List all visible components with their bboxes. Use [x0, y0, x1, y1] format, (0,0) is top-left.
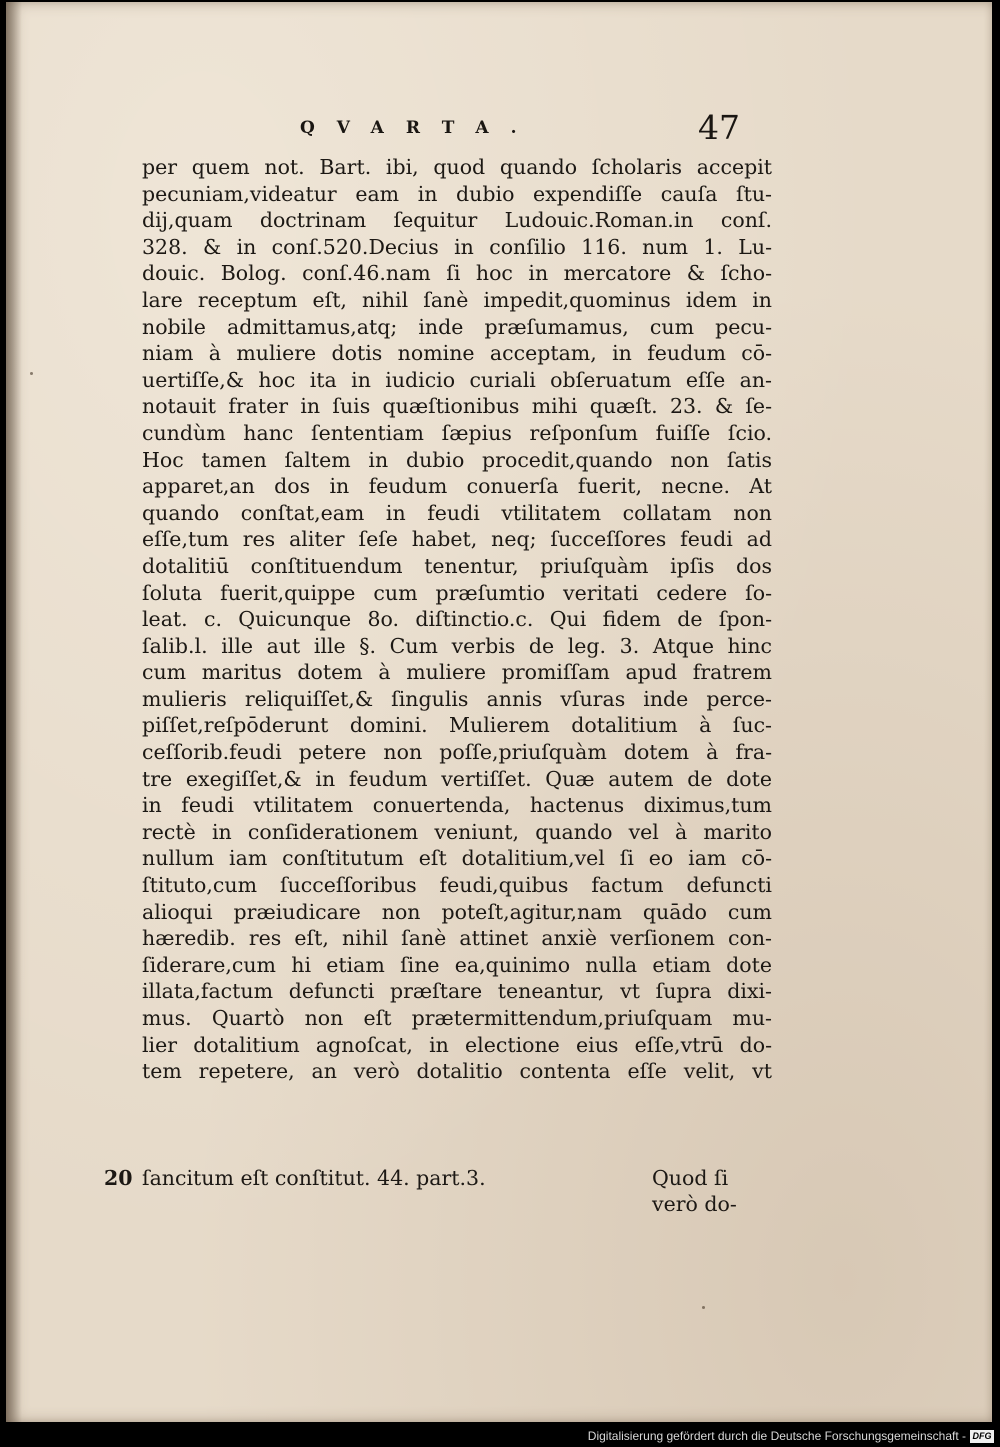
- text-line: tem repetere, an verò dotalitio contenta eſſe velit, vt: [142, 1059, 772, 1084]
- text-line: alioqui præiudicare non poteſt,agitur,nam quādo cum: [142, 899, 772, 924]
- text-line: hæredib. res eſt, nihil ſanè attinet anxiè verſionem con-: [142, 926, 772, 951]
- page-gutter-shadow: [6, 2, 22, 1422]
- text-line: eſſe,tum res aliter ſeſe habet, neq; ſucceſſores feudi ad: [142, 527, 772, 552]
- text-line: ſiderare,cum hi etiam ſine ea,quinimo nulla etiam dote: [142, 952, 772, 977]
- text-line: ſalib.l. ille aut ille §. Cum verbis de leg. 3. Atque hinc: [142, 633, 772, 658]
- text-line: nobile admittamus,atq; inde præſumamus, cum pecu-: [142, 314, 772, 339]
- text-line: 328. & in conſ.520.Decius in conſilio 116. num 1. Lu-: [142, 234, 772, 259]
- text-line: lare receptum eſt, nihil ſanè impedit,quominus idem in: [142, 287, 772, 312]
- text-line: piſſet,reſpōderunt domini. Mulierem dotalitium à ſuc-: [142, 713, 772, 738]
- final-text-row: [104, 1165, 772, 1192]
- text-line: niam à muliere dotis nomine acceptam, in feudum cō-: [142, 341, 772, 366]
- body-text: [142, 154, 772, 1085]
- running-title: QVARTA.: [300, 118, 539, 138]
- text-line: uertiſſe,& hoc ita in iudicio curiali obſeruatum eſſe an-: [142, 367, 772, 392]
- catchword-continuation: verò do-: [652, 1192, 737, 1216]
- text-line: dotalitiū conſtituendum tenentur, priuſquàm ipſis dos: [142, 553, 772, 578]
- footer-bar: [0, 1427, 1000, 1447]
- marginal-number: 20: [104, 1166, 133, 1190]
- text-line: notauit frater in ſuis quæſtionibus mihi quæſt. 23. & ſe-: [142, 394, 772, 419]
- text-line: ſancitum eſt conſtitut. 44. part.3.: [142, 1166, 486, 1190]
- paper-speck: [30, 372, 33, 375]
- text-line: dij,quam doctrinam ſequitur Ludouic.Roman.in conſ.: [142, 208, 772, 233]
- paper-speck: [702, 1306, 705, 1309]
- text-line: nullum iam conſtitutum eſt dotalitium,vel ſi eo iam cō-: [142, 846, 772, 871]
- page-header: [300, 108, 740, 152]
- text-line: apparet,an dos in feudum conuerſa fuerit, necne. At: [142, 474, 772, 499]
- page-number: 47: [698, 108, 740, 147]
- text-line: mus. Quartò non eſt prætermittendum,priuſquam mu-: [142, 1006, 772, 1030]
- text-line: per quem not. Bart. ibi, quod quando ſcholaris accepit: [142, 155, 772, 179]
- text-line: cundùm hanc ſententiam ſæpius reſponſum fuiſſe ſcio.: [142, 420, 772, 445]
- text-line: ceſſorib.feudi petere non poſſe,priuſquàm dotem à fra-: [142, 740, 772, 765]
- text-line: quando conſtat,eam in feudi vtilitatem collatam non: [142, 500, 772, 525]
- text-line: lier dotalitium agnoſcat, in electione eius eſſe,vtrū do-: [142, 1032, 772, 1057]
- text-line: illata,factum defuncti præſtare teneantur, vt ſupra dixi-: [142, 979, 772, 1004]
- text-line: tre exegiſſet,& in feudum vertiſſet. Quæ autem de dote: [142, 766, 772, 791]
- text-line: pecuniam,videatur eam in dubio expendiſſe cauſa ſtu-: [142, 181, 772, 206]
- text-line: ſoluta fuerit,quippe cum præſumtio veritati cedere ſo-: [142, 580, 772, 605]
- catchword: Quod ſi: [652, 1166, 729, 1190]
- dfg-logo-icon: DFG: [970, 1430, 994, 1443]
- text-line: douic. Bolog. conſ.46.nam ſi hoc in mercatore & ſcho-: [142, 261, 772, 286]
- text-line: rectè in conſiderationem veniunt, quando vel à marito: [142, 819, 772, 844]
- funding-notice: Digitalisierung gefördert durch die Deutsche Forschungsgemeinschaft -: [587, 1429, 966, 1443]
- text-line: leat. c. Quicunque 8o. diſtinctio.c. Qui fidem de ſpon-: [142, 607, 772, 632]
- text-line: cum maritus dotem à muliere promiſſam apud fratrem: [142, 660, 772, 685]
- text-line: Hoc tamen ſaltem in dubio procedit,quando non ſatis: [142, 447, 772, 472]
- text-line: ſtituto,cum ſucceſſoribus feudi,quibus factum defuncti: [142, 873, 772, 898]
- text-line: in feudi vtilitatem conuertenda, hactenus diximus,tum: [142, 793, 772, 818]
- text-line: mulieris reliquiſſet,& ſingulis annis vſuras inde perce-: [142, 686, 772, 711]
